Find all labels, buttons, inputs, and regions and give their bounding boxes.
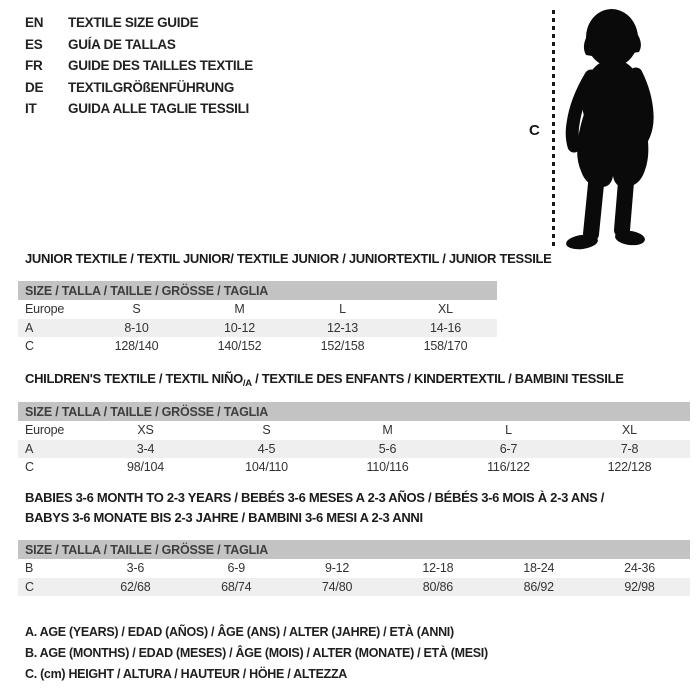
age-cell: 14-16 [430, 320, 461, 335]
table-row-height [18, 458, 690, 477]
size-cell: XL [438, 302, 453, 317]
title-line: BABYS 3-6 MONATE BIS 2-3 JAHRE / BAMBINI 3-6 MESI A 2-3 ANNI [25, 510, 423, 525]
height-cell: 92/98 [624, 579, 655, 594]
size-cell: XS [137, 423, 154, 438]
height-measure-line [552, 10, 555, 248]
height-cell: 86/92 [523, 579, 554, 594]
height-cell: 74/80 [321, 579, 353, 594]
title-part: CHILDREN'S TEXTILE / TEXTIL NIÑO [25, 371, 243, 386]
age-cell: 7-8 [620, 441, 639, 456]
age-cell: 12-13 [327, 320, 358, 335]
row-label: C [25, 460, 34, 475]
language-row-es [25, 34, 253, 56]
age-cell: 3-4 [136, 441, 155, 456]
size-cell: XL [622, 423, 637, 438]
table-row-height [18, 337, 497, 356]
height-cell: 80/86 [422, 579, 454, 594]
language-code: FR [25, 58, 43, 74]
footnote-age-years: A. AGE (YEARS) / EDAD (AÑOS) / ÂGE (ANS) / ALTER (JAHRE) / ETÀ (ANNI) [25, 624, 454, 639]
table-row-europe [18, 300, 497, 319]
language-code: EN [25, 15, 44, 31]
months-cell: 3-6 [126, 561, 145, 576]
language-label: GUIDE DES TAILLES TEXTILE [68, 58, 254, 74]
age-cell: 5-6 [378, 441, 397, 456]
language-row-fr [25, 55, 253, 77]
table-row-months [18, 559, 690, 578]
height-cell: 104/110 [245, 460, 288, 475]
size-cell: M [234, 302, 245, 317]
language-code: ES [25, 36, 43, 52]
size-header-band: SIZE / TALLA / TAILLE / GRÖSSE / TAGLIA [18, 540, 690, 559]
babies-table [18, 540, 690, 596]
row-label: Europe [25, 302, 65, 317]
row-label: C [25, 579, 34, 594]
babies-table-title [25, 488, 685, 528]
footnotes [25, 621, 488, 685]
table-row-age [18, 440, 690, 459]
language-code: IT [25, 101, 37, 117]
language-label: GUÍA DE TALLAS [68, 36, 176, 52]
language-list [25, 12, 253, 120]
language-row-it [25, 98, 253, 120]
size-cell: L [339, 302, 346, 317]
months-cell: 9-12 [324, 561, 350, 576]
language-label: TEXTILE SIZE GUIDE [68, 15, 199, 31]
row-label: A [25, 320, 34, 335]
table-row-height [18, 578, 690, 597]
children-table-title [25, 371, 624, 389]
height-cell: 140/152 [217, 339, 262, 354]
height-cell: 110/116 [366, 460, 409, 475]
months-cell: 6-9 [227, 561, 245, 576]
table-row-europe [18, 421, 690, 440]
height-cell: 62/68 [120, 579, 151, 594]
language-row-en [25, 12, 253, 34]
language-code: DE [25, 79, 44, 95]
size-cell: L [505, 423, 512, 438]
size-header-band: SIZE / TALLA / TAILLE / GRÖSSE / TAGLIA [18, 281, 497, 300]
size-header-band: SIZE / TALLA / TAILLE / GRÖSSE / TAGLIA [18, 402, 690, 421]
height-cell: 122/128 [607, 460, 652, 475]
height-cell: 128/140 [114, 339, 159, 354]
row-label: C [25, 339, 34, 354]
height-measure-label: C [529, 122, 540, 139]
footnote-height: C. (cm) HEIGHT / ALTURA / HAUTEUR / HÖHE / ALTEZZA [25, 667, 348, 682]
footnote-age-months: B. AGE (MONTHS) / EDAD (MESES) / ÂGE (MOIS) / ALTER (MONATE) / ETÀ (MESI) [25, 645, 488, 660]
children-table [18, 402, 690, 477]
months-cell: 18-24 [523, 561, 555, 576]
size-cell: S [132, 302, 141, 317]
language-label: GUIDA ALLE TAGLIE TESSILI [68, 101, 249, 117]
months-cell: 12-18 [422, 561, 454, 576]
language-row-de [25, 77, 253, 99]
age-cell: 8-10 [124, 320, 149, 335]
height-cell: 116/122 [487, 460, 530, 475]
junior-table [18, 281, 497, 356]
table-row-age [18, 319, 497, 338]
height-cell: 152/158 [320, 339, 365, 354]
height-cell: 68/74 [221, 579, 252, 594]
row-label: Europe [25, 423, 65, 438]
months-cell: 24-36 [624, 561, 656, 576]
height-cell: 158/170 [423, 339, 468, 354]
title-subscript: /A [242, 378, 252, 389]
language-label: TEXTILGRÖßENFÜHRUNG [68, 79, 235, 95]
height-cell: 98/104 [126, 460, 165, 475]
age-cell: 4-5 [257, 441, 276, 456]
title-part: / TEXTILE DES ENFANTS / KINDERTEXTIL / BAMBINI TESSILE [251, 371, 624, 386]
age-cell: 6-7 [499, 441, 518, 456]
age-cell: 10-12 [224, 320, 255, 335]
size-cell: S [262, 423, 271, 438]
junior-table-title: JUNIOR TEXTILE / TEXTIL JUNIOR/ TEXTILE JUNIOR / JUNIORTEXTIL / JUNIOR TESSILE [25, 251, 552, 266]
row-label: B [25, 561, 34, 576]
title-line: BABIES 3-6 MONTH TO 2-3 YEARS / BEBÉS 3-6 MESES A 2-3 AÑOS / BÉBÉS 3-6 MOIS À 2-3 ANS / [25, 490, 605, 505]
toddler-silhouette-icon [558, 6, 668, 254]
size-cell: M [382, 423, 393, 438]
row-label: A [25, 441, 34, 456]
